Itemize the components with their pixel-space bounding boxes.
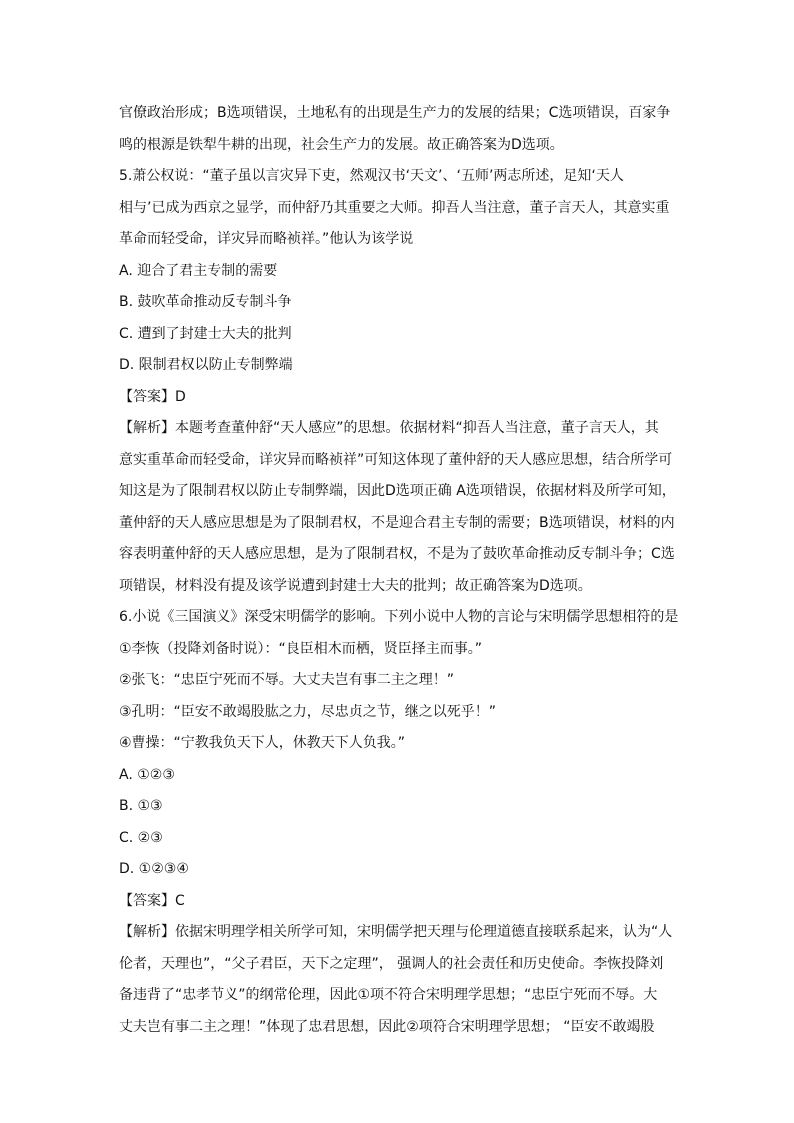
question-6-analysis: 丈夫岂有事二主之理！”体现了忠君思想，因此②项符合宋明理学思想； “臣安不敢竭股 [119, 1018, 655, 1035]
question-5-option-d: D. 限制君权以防止专制弊端 [119, 357, 293, 373]
question-5-analysis: 容表明董仲舒的天人感应思想，是为了限制君权，不是为了鼓吹革命推动反专制斗争；C选 [119, 546, 675, 562]
question-5-analysis: 意实重革命而轻受命，详灾异而略祯祥”可知这体现了董仲舒的天人感应思想，结合所学可 [119, 451, 673, 468]
question-5-option-c: C. 遭到了封建士大夫的批判 [119, 325, 292, 342]
question-5-analysis: 董仲舒的天人感应思想是为了限制君权，不是迎合君主专制的需要；B选项错误，材料的内 [119, 514, 675, 531]
question-6-analysis: 伦者，天理也”，“父子君臣，天下之定理”， 强调人的社会责任和历史使命。李恢投降刘 [119, 955, 664, 972]
question-6-option-a: A. ①②③ [119, 766, 175, 783]
question-5-analysis: 项错误，材料没有提及该学说遭到封建士大夫的批判；故正确答案为D选项。 [119, 577, 592, 594]
question-6-stem: 6.小说《三国演义》深受宋明儒学的影响。下列小说中人物的言论与宋明儒学思想相符的是 [119, 609, 679, 625]
question-6-analysis: 备违背了“忠孝节义”的纲常伦理，因此①项不符合宋明理学思想；“忠臣宁死而不辱。大 [119, 987, 658, 1003]
question-5-answer: 【答案】D [119, 388, 186, 405]
question-6-quote-2: ②张飞：“忠臣宁死而不辱。大丈夫岂有事二主之理！” [119, 672, 455, 688]
question-6-option-b: B. ①③ [119, 798, 163, 814]
question-6-analysis: 【解析】依据宋明理学相关所学可知，宋明儒学把天理与伦理道德直接联系起来，认为“人 [119, 924, 673, 940]
question-6-quote-3: ③孔明：“臣安不敢竭股肱之力，尽忠贞之节，继之以死乎！” [119, 703, 497, 720]
question-5-option-a: A. 迎合了君主专制的需要 [119, 262, 278, 279]
question-6-option-d: D. ①②③④ [119, 861, 189, 877]
text-line: 官僚政治形成；B选项错误，土地私有的出现是生产力的发展的结果；C选项错误，百家争 [119, 105, 671, 121]
text-line: 鸣的根源是铁犁牛耕的出现，社会生产力的发展。故正确答案为D选项。 [119, 136, 564, 153]
question-5-stem: 革命而轻受命，详灾异而略祯祥。”他认为该学说 [119, 231, 414, 247]
document-page [119, 98, 679, 1043]
question-5-stem: 相与’已成为西京之显学，而仲舒乃其重要之大师。抑吾人当注意，董子言天人，其意实重 [119, 199, 670, 216]
question-6-quote-4: ④曹操：“宁教我负天下人，休教天下人负我。” [119, 735, 406, 751]
question-6-quote-1: ①李恢（投降刘备时说）：“良臣相木而栖，贤臣择主而事。” [119, 640, 483, 657]
question-5-analysis: 知这是为了限制君权以防止专制弊端，因此D选项正确 A选项错误，依据材料及所学可知， [119, 483, 676, 499]
question-5-analysis: 【解析】本题考查董仲舒“天人感应”的思想。依据材料“抑吾人当注意，董子言天人，其 [119, 420, 659, 436]
question-5-option-b: B. 鼓吹革命推动反专制斗争 [119, 294, 292, 310]
question-6-answer: 【答案】C [119, 892, 185, 909]
question-5-stem: 5.萧公权说：“董子虽以言灾异下吏，然观汉书‘天文’、‘五师’两志所述，足知‘天人 [119, 168, 624, 184]
question-6-option-c: C. ②③ [119, 829, 163, 846]
